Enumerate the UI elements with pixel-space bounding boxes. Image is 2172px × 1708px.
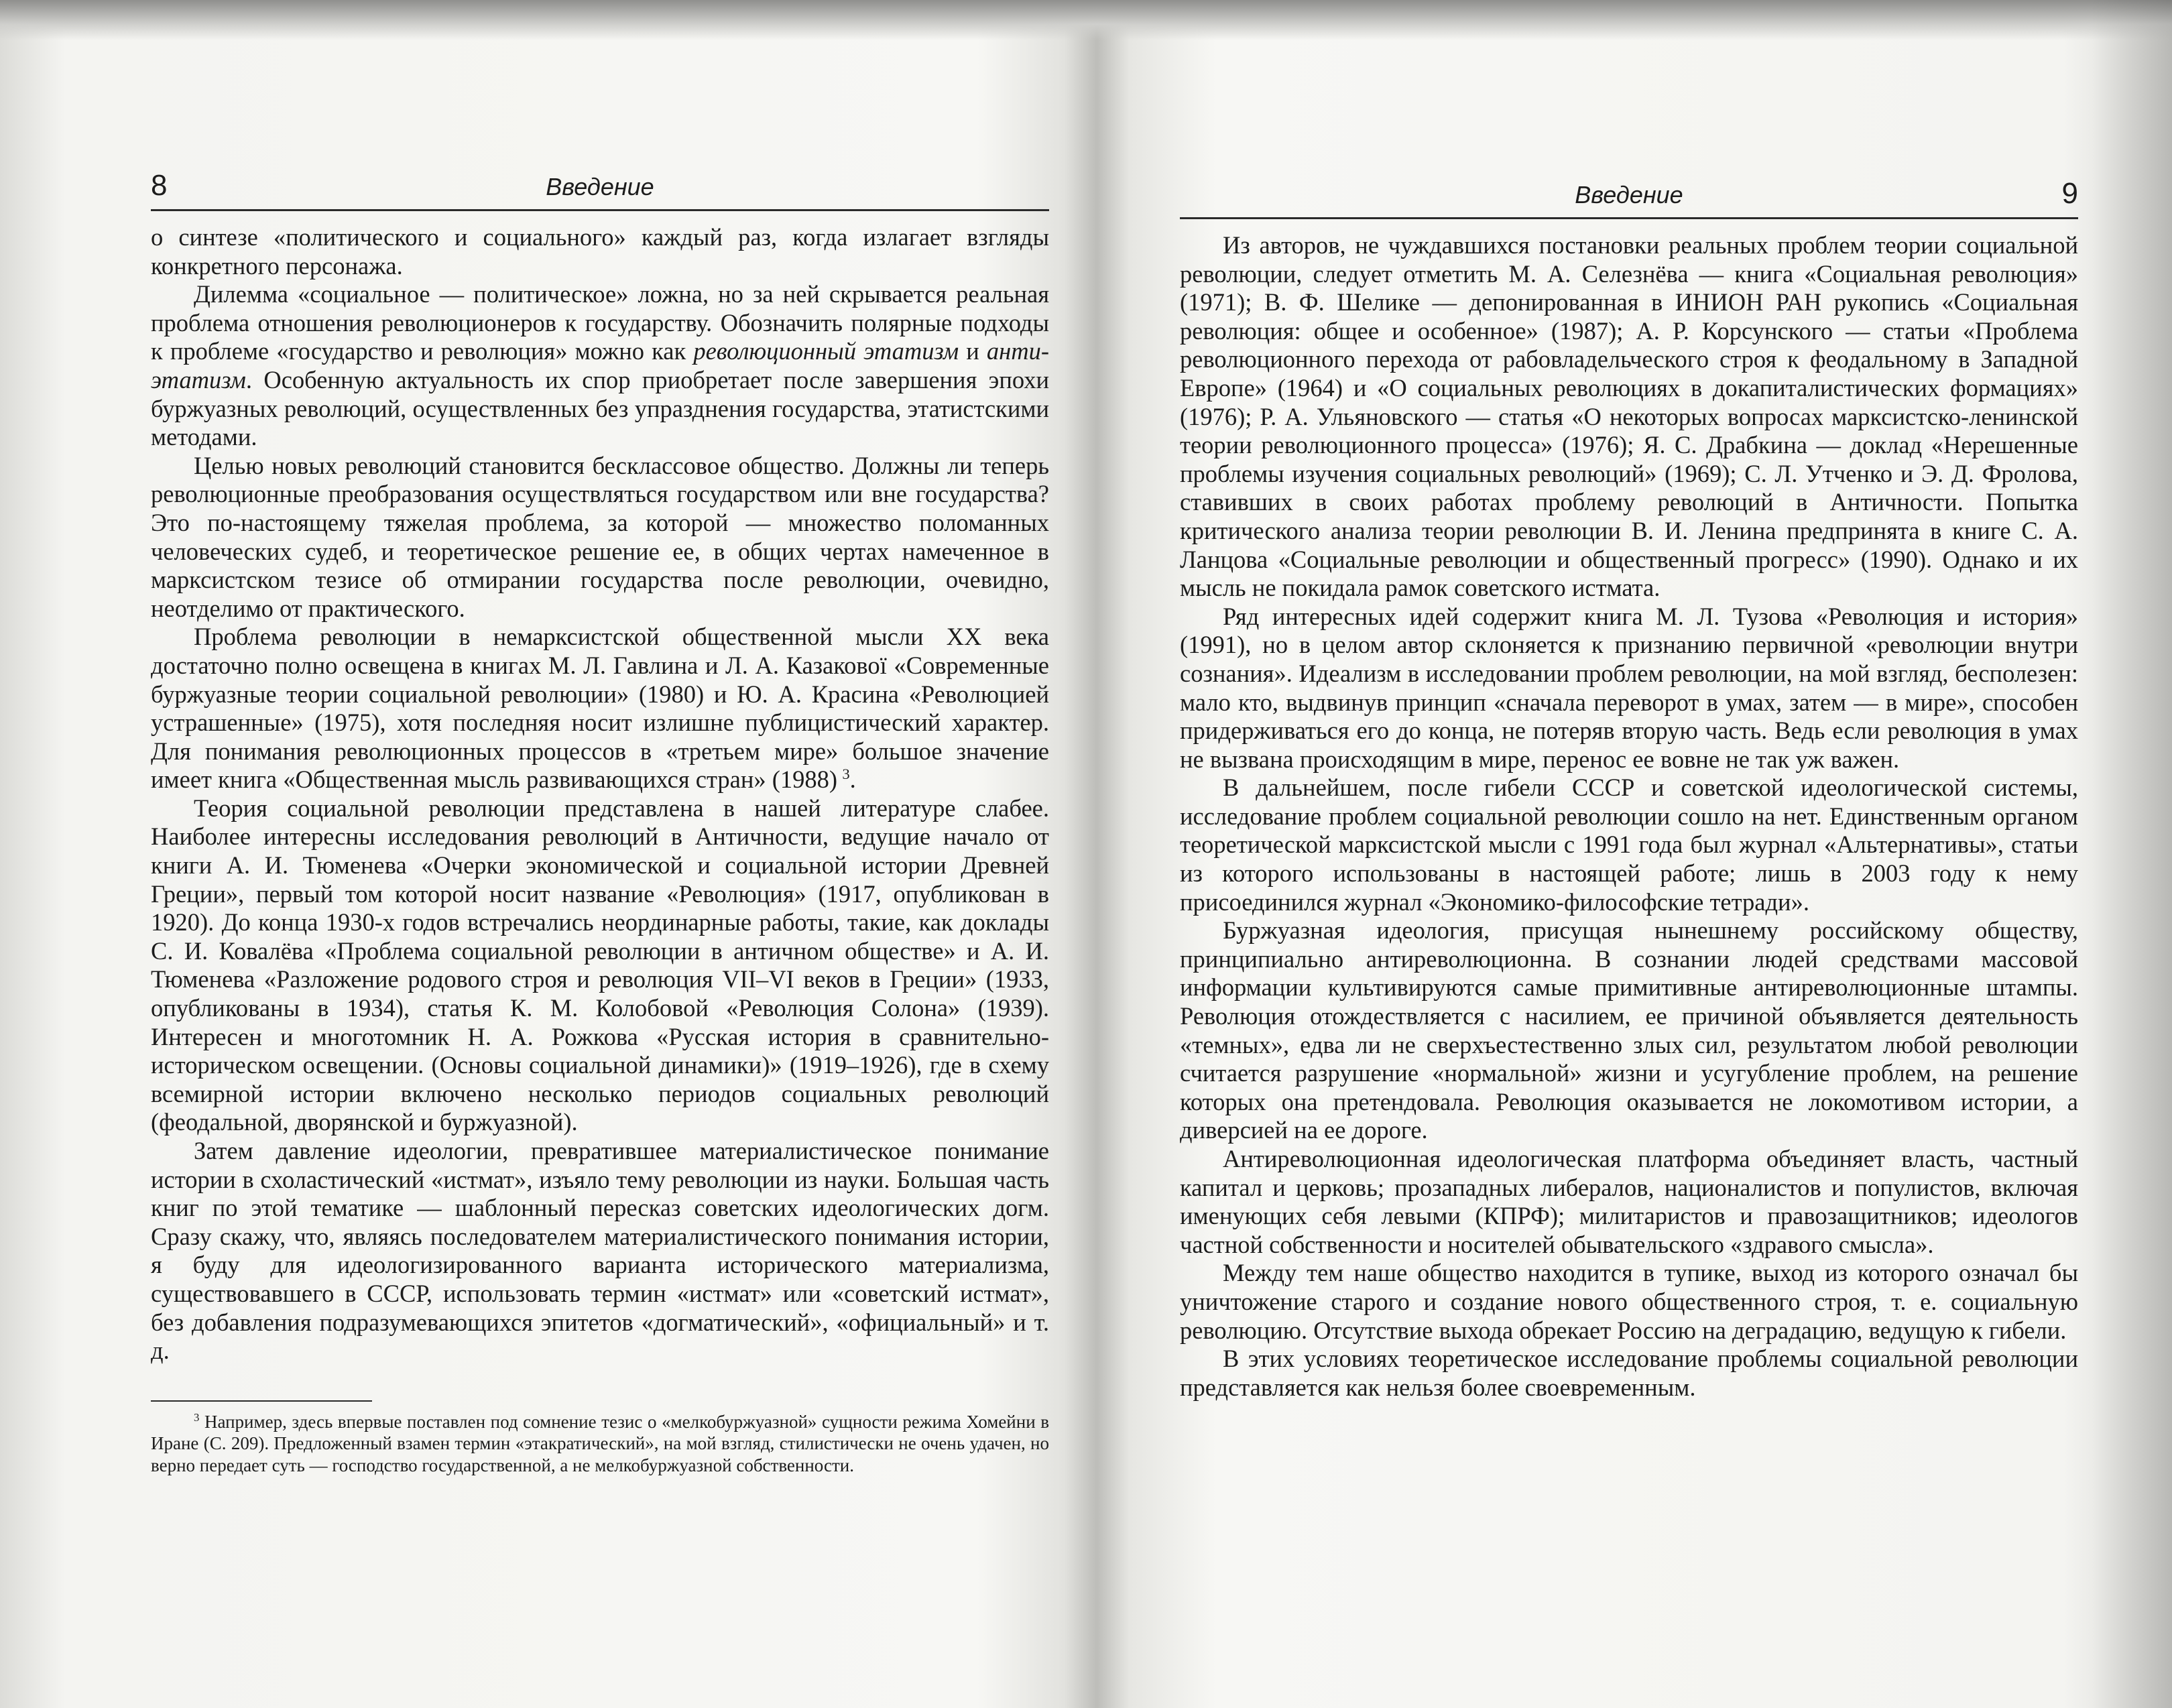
footnote-rule bbox=[151, 1400, 372, 1402]
right-running-head bbox=[1180, 176, 2078, 219]
left-body-text bbox=[151, 211, 1049, 1365]
right-body-text bbox=[1180, 219, 2078, 1402]
left-paragraph-6: Затем давление идеологии, превратившее материалистическое понимание истории в схоластический «истмат», изъяло тему революции из науки. Большая часть книг по этой тематике — шаблонный пересказ советских идеологических догм. Сразу скажу, что, являясь последователем материалистического понимания истории, я буду для идеологизированного варианта исторического материализма, существовавшего в СССР, использовать термин «истмат» или «советский истмат», без добавления подразумевающихся эпитетов «догматический», «официальный» и т. д. bbox=[151, 1137, 1049, 1365]
italic-term-anti-etatism: анти-этатизм bbox=[151, 337, 1050, 393]
right-paragraph-7: В этих условиях теоретическое исследование проблемы социальной революции представляется как нельзя более своевременным. bbox=[1180, 1345, 2078, 1401]
right-paragraph-1: Из авторов, не чуждавшихся постановки реальных проблем теории социальной революции, следует отметить М. А. Селезнёва — книга «Социальная революция» (1971); В. Ф. Шелике — депонированная в ИНИОН РАН рукопись «Социальная революция: общее и особенное» (1987); А. Р. Корсунского — статьи «Проблема революционного перехода от рабовладельческого строя к феодальному в Западной Европе» (1964) и «О социальных революциях в докапиталистических формациях» (1976); Р. А. Ульяновского — статья «О некоторых вопросах марксистско-ленинской теории революционного процесса» (1976); Я. С. Драбкина — доклад «Нерешенные проблемы изучения социальных революций» (1969); С. Л. Утченко и Э. Д. Фролова, ставивших в своих работах проблему революций в Античности. Попытка критического анализа теории революции В. И. Ленина предпринята в книге С. А. Ланцова «Социальные революции и общественный прогресс» (1990). Однако и их мысль не покидала рамок советского истмата. bbox=[1180, 231, 2078, 602]
right-paragraph-6: Между тем наше общество находится в тупике, выход из которого означал бы уничтожение старого и создание нового общественного строя, т. е. социальную революцию. Отсутствие выхода обрекает Россию на деградацию, ведущую к гибели. bbox=[1180, 1259, 2078, 1344]
footnote-3 bbox=[151, 1411, 1049, 1477]
footnote-text: Например, здесь впервые поставлен под сомнение тезис о «мелкобуржуазной» сущности режима Хомейни в Иране (С. 209). Предложенный взамен термин «этакратический», на мой взгляд, стилистически не очень удачен, но верно передает суть — господство государственной, а не мелкобуржуазной собственности. bbox=[151, 1411, 1049, 1475]
left-paragraph-5: Теория социальной революции представлена в нашей литературе слабее. Наиболее интересны исследования революций в Античности, ведущие начало от книги А. И. Тюменева «Очерки экономической и социальной истории Древней Греции», первый том которой носит название «Революция» (1917, опубликован в 1920). До конца 1930-х годов встречались неординарные работы, такие, как доклады С. И. Ковалёва «Проблема социальной революции в античном обществе» и А. И. Тюменева «Разложение родового строя и революция VII–VI веков в Греции» (1933, опубликованы в 1934), статья К. М. Колобовой «Революция Солона» (1939). Интересен и многотомник Н. А. Рожкова «Русская история в сравнительно-историческом освещении. (Основы социальной динамики)» (1919–1926), где в схему всемирной истории включено несколько периодов социальных революций (феодальной, дворянской и буржуазной). bbox=[151, 794, 1049, 1136]
right-paragraph-5: Антиреволюционная идеологическая платформа объединяет власть, частный капитал и церковь; прозападных либералов, националистов и популистов, включая именующих себя левыми (КПРФ); милитаристов и правозащитников; идеологов частной собственности и носителей обывательского «здравого смысла». bbox=[1180, 1145, 2078, 1258]
scan-top-shadow bbox=[0, 0, 2172, 40]
left-running-title: Введение bbox=[546, 173, 654, 200]
left-paragraph-1: о синтезе «политического и социального» каждый раз, когда излагает взгляды конкретного персонажа. bbox=[151, 223, 1049, 280]
left-paragraph-2: Дилемма «социальное — политическое» ложна, но за ней скрывается реальная проблема отношения революционеров к государству. Обозначить полярные подходы к проблеме «государство и революция» можно как революционный этатизм и анти-этатизм. Особенную актуальность их спор приобретает после завершения эпохи буржуазных революций, осуществленных без упразднения государства, этатистскими методами. bbox=[151, 280, 1050, 451]
left-page bbox=[151, 168, 1049, 1476]
right-paragraph-4: Буржуазная идеология, присущая нынешнему российскому обществу, принципиально антиреволюционна. В сознании людей средствами массовой информации культивируются самые примитивные антиреволюционные штампы. Революция отождествляется с насилием, ее причиной объявляется деятельность «темных», едва ли не сверхъестественно злых сил, результатом любой революции считается разрушение «нормальной» жизни и усугубление проблем, на решение которых она претендовала. Революция оказывается не локомотивом истории, а диверсией на ее дороге. bbox=[1180, 916, 2078, 1144]
right-page bbox=[1180, 176, 2078, 1402]
right-page-number: 9 bbox=[2061, 177, 2078, 210]
left-running-head bbox=[151, 168, 1049, 211]
right-paragraph-3: В дальнейшем, после гибели СССР и советской идеологической системы, исследование проблем социальной революции сошло на нет. Единственным органом теоретической марксистской мысли с 1991 года был журнал «Альтернативы», статьи из которого использованы в настоящей работе; лишь в 2003 году к нему присоединился журнал «Экономико-философские тетради». bbox=[1180, 774, 2078, 916]
right-running-title: Введение bbox=[1575, 181, 1683, 208]
left-paragraph-4: Проблема революции в немарксистской общественной мысли XX века достаточно полно освещена в книгах М. Л. Гавлина и Л. А. Казакової «Современные буржуазные теории социальной революции» (1980) и Ю. А. Красина «Революцией устрашенные» (1975), хотя последняя носит излишне публицистический характер. Для понимания революционных процессов в «третьем мире» большое значение имеет книга «Общественная мысль развивающихся стран» (1988) $^3$. bbox=[151, 623, 1049, 794]
right-paragraph-2: Ряд интересных идей содержит книга М. Л. Тузова «Революция и история» (1991), но в целом автор склоняется к признанию первичной «революции внутри сознания». Идеализм в исследовании проблем революции, на мой взгляд, бесполезен: мало кто, выдвинув принцип «сначала переворот в умах, затем — в мире», способен придерживаться его до конца, не потеряв вторую часть. Ведь если революция в умах не вызвана происходящим в мире, перенос ее вовне не так уж важен. bbox=[1180, 602, 2078, 773]
footnote-number: 3 bbox=[194, 1410, 200, 1424]
left-paragraph-3: Целью новых революций становится бесклассовое общество. Должны ли теперь революционные преобразования осуществляться государством или вне государства? Это по-настоящему тяжелая проблема, за которой — множество поломанных человеческих судеб, и теоретическое решение ее, в общих чертах намеченное в марксистском тезисе об отмирании государства после революции, очевидно, неотделимо от практического. bbox=[151, 451, 1049, 622]
footnote-ref-3: 3 bbox=[842, 766, 850, 783]
scan-right-shadow bbox=[2092, 0, 2172, 1708]
left-page-number: 8 bbox=[151, 169, 168, 202]
italic-term-etatism: революционный этатизм bbox=[693, 337, 959, 365]
